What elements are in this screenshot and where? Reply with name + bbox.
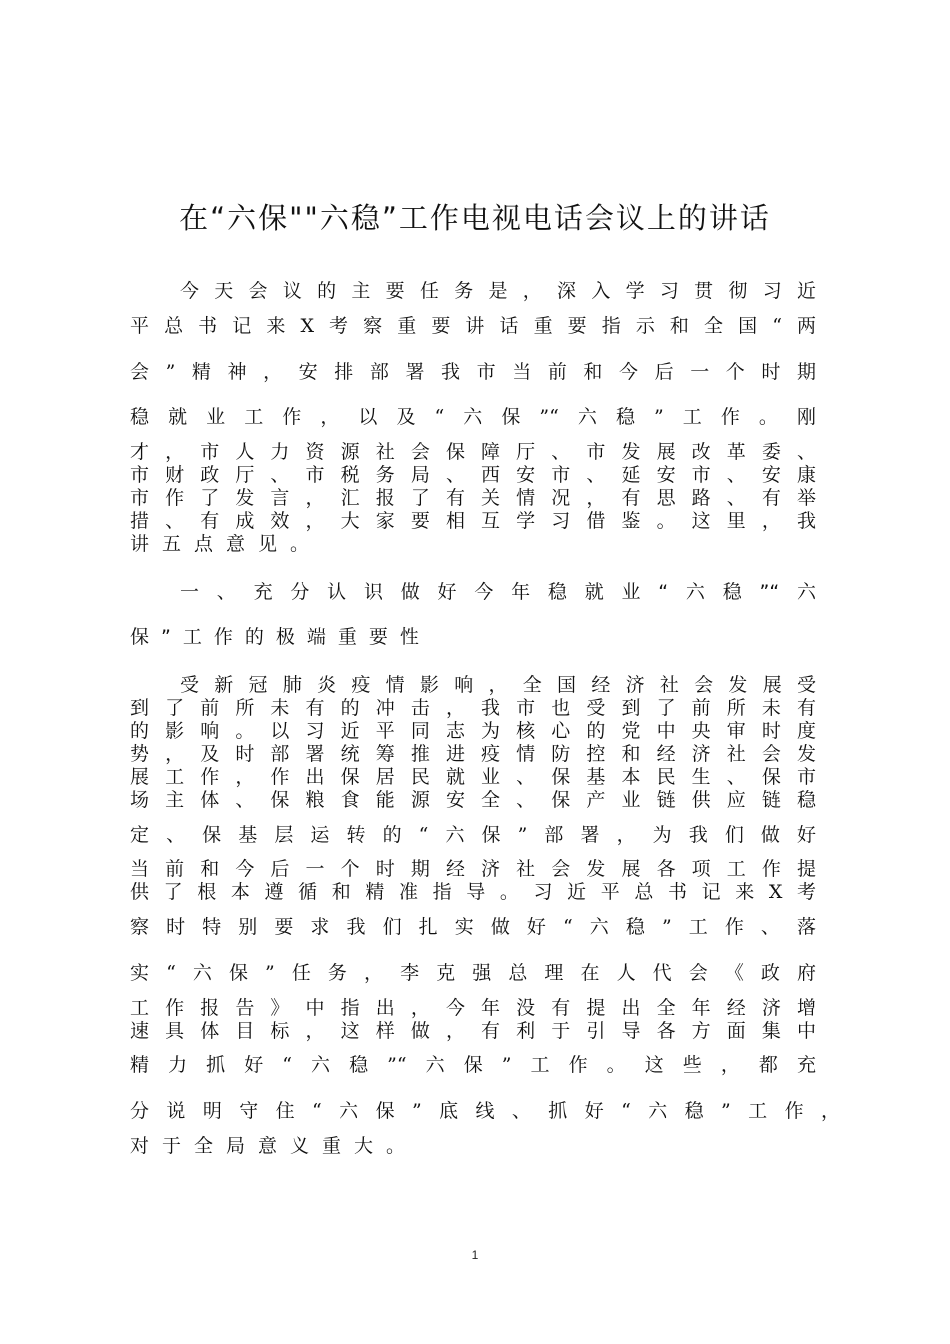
document-title: 在“六保""六稳”工作电视电话会议上的讲话 [179,201,771,235]
paragraph-2-line: 工作报告》中指出，今年没有提出全年经济增 [130,997,816,1019]
paragraph-2-line: 场主体、保粮食能源安全、保产业链供应链稳 [130,789,816,811]
paragraph-2-line: 分说明守住“六保”底线、抓好“六稳”工作， [130,1100,840,1122]
section-heading-line: 一、充分认识做好今年稳就业“六稳”“六 [180,581,816,603]
page-number: 1 [471,1248,479,1262]
paragraph-2-line: 到了前所未有的冲击，我市也受到了前所未有 [130,697,816,719]
paragraph-1-line: 平总书记来X考察重要讲话重要指示和全国“两 [130,315,816,337]
paragraph-1-line: 今天会议的主要任务是，深入学习贯彻习近 [180,280,816,302]
paragraph-2-line: 实“六保”任务，李克强总理在人代会《政府 [130,962,816,984]
paragraph-2-line: 的影响。以习近平同志为核心的党中央审时度 [130,720,816,742]
paragraph-1-line: 会”精神，安排部署我市当前和今后一个时期 [130,361,816,383]
paragraph-2-line: 速具体目标，这样做，有利于引导各方面集中 [130,1020,816,1042]
paragraph-1-line: 措、有成效，大家要相互学习借鉴。这里，我 [130,510,816,532]
paragraph-2-line: 察时特别要求我们扎实做好“六稳”工作、落 [130,916,816,938]
paragraph-2-line: 精力抓好“六稳”“六保”工作。这些，都充 [130,1054,816,1076]
paragraph-2-line: 势，及时部署统筹推进疫情防控和经济社会发 [130,743,816,765]
paragraph-1-line: 市作了发言，汇报了有关情况，有思路、有举 [130,487,816,509]
paragraph-2-line: 受新冠肺炎疫情影响，全国经济社会发展受 [180,674,816,696]
paragraph-1-line: 市财政厅、市税务局、西安市、延安市、安康 [130,464,816,486]
paragraph-2-line: 展工作，作出保居民就业、保基本民生、保市 [130,766,816,788]
paragraph-2-line: 供了根本遵循和精准指导。习近平总书记来X考 [130,881,816,903]
paragraph-2-line: 对于全局意义重大。 [130,1135,419,1157]
paragraph-2-line: 定、保基层运转的“六保”部署，为我们做好 [130,824,816,846]
section-heading-line: 保”工作的极端重要性 [130,626,431,648]
paragraph-1-line: 才，市人力资源社会保障厅、市发展改革委、 [130,441,816,463]
paragraph-1-line: 稳就业工作，以及“六保”“六稳”工作。刚 [130,406,816,428]
paragraph-2-line: 当前和今后一个时期经济社会发展各项工作提 [130,858,816,880]
paragraph-1-line: 讲五点意见。 [130,533,323,555]
